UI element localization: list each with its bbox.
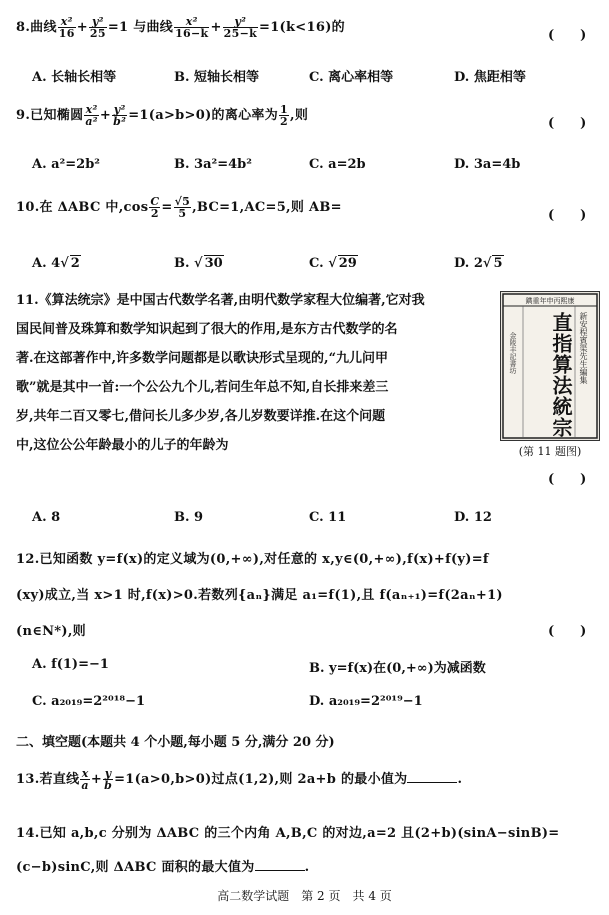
q8-prefix: 8.曲线 xyxy=(16,20,57,35)
answer-blank[interactable] xyxy=(407,782,457,783)
q9-f2-den: b² xyxy=(113,115,127,128)
q12-option-b: B. y=f(x)在(0,+∞)为减函数 xyxy=(309,661,486,676)
q13-f1-num: x xyxy=(81,767,89,780)
q13-f2-num: y xyxy=(104,767,112,780)
q13-plus: + xyxy=(90,772,103,787)
q11-line-6: 中,这位公公年龄最小的儿子的年龄为 xyxy=(16,438,229,453)
q8-plus-1: + xyxy=(76,20,88,35)
q9-fraction-1 xyxy=(84,104,99,127)
answer-bracket: ( ) xyxy=(548,208,587,223)
question-8-stem xyxy=(16,16,345,39)
q8-fraction-2 xyxy=(89,16,107,39)
q8-fraction-3 xyxy=(174,16,209,39)
sqrt-icon: √ xyxy=(194,256,203,271)
q10-a-radicand: 2 xyxy=(70,256,80,271)
q10-f1-den: 2 xyxy=(150,207,159,220)
q10-d-label: D. 2 xyxy=(454,256,483,271)
q10-c-label: C. xyxy=(309,256,324,271)
q10-option-d xyxy=(454,256,504,271)
figure-caption: (第 11 题图) xyxy=(518,445,582,458)
q12-line-2: (xy)成立,当 x>1 时,f(x)>0.若数列{aₙ}满足 a₁=f(1),且 f(aₙ₊₁)=f(2aₙ+1) xyxy=(16,588,503,603)
q8-option-b: B. 短轴长相等 xyxy=(174,70,260,85)
q9-option-b: B. 3a²=4b² xyxy=(174,157,252,172)
q9-mid: =1(a>b>0)的离心率为 xyxy=(128,108,279,123)
q9-option-a: A. a²=2b² xyxy=(32,157,100,172)
sqrt-icon: √ xyxy=(482,256,492,271)
book-title: 直指算法統宗 xyxy=(549,312,573,438)
q9-plus: + xyxy=(99,108,112,123)
q14-line-1: 14.已知 a,b,c 分别为 ΔABC 的三个内角 A,B,C 的对边,a=2 且(2+b)(sinA−sinB)= xyxy=(16,826,560,841)
q9-option-c: C. a=2b xyxy=(309,157,366,172)
q14-line-2 xyxy=(16,856,309,875)
q9-f1-den: a² xyxy=(85,115,98,128)
q10-suffix: ,BC=1,AC=5,则 AB= xyxy=(192,200,342,215)
q8-fraction-4 xyxy=(223,16,258,39)
q11-line-3: 著.在这部著作中,许多数学问题都是以歌诀形式呈现的,“九儿问甲 xyxy=(16,351,389,366)
question-11-stem xyxy=(16,286,494,460)
book-cover-image xyxy=(500,291,600,441)
q10-option-a xyxy=(32,256,81,271)
section-heading: 二、填空题(本题共 4 个小题,每小题 5 分,满分 20 分) xyxy=(16,735,335,750)
q10-f2-den: 5 xyxy=(178,207,187,220)
q11-line-1: 11.《算法统宗》是中国古代数学名著,由明代数学家程大位编著,它对我 xyxy=(16,293,425,308)
q8-plus-2: + xyxy=(210,20,222,35)
book-right-text: 新安程賓渠先生編集 xyxy=(579,312,588,384)
q8-fraction-1 xyxy=(58,16,76,39)
question-10-stem xyxy=(16,196,342,219)
q10-b-radicand: 30 xyxy=(204,256,223,271)
answer-bracket: ( ) xyxy=(548,116,587,131)
q11-line-2: 国民间普及珠算和数学知识起到了很大的作用,是东方古代数学的名 xyxy=(16,322,398,337)
q10-c-radicand: 29 xyxy=(338,256,357,271)
q8-f4-den: 25−k xyxy=(223,27,258,40)
q10-option-b xyxy=(174,256,224,271)
q13-f2-den: b xyxy=(104,779,113,792)
q9-fraction-2 xyxy=(112,104,127,127)
q13-prefix: 13.若直线 xyxy=(16,772,80,787)
q13-end: . xyxy=(457,772,463,787)
answer-bracket: ( ) xyxy=(548,624,587,639)
q12-option-a: A. f(1)=−1 xyxy=(32,657,109,672)
sqrt-icon: √ xyxy=(328,256,337,271)
q10-fraction-2 xyxy=(174,196,191,219)
q8-f2-den: 25 xyxy=(89,27,106,40)
q8-option-d: D. 焦距相等 xyxy=(454,70,526,85)
page-footer: 高二数学试题 第 2 页 共 4 页 xyxy=(217,889,392,903)
q9-option-d: D. 3a=4b xyxy=(454,157,521,172)
q10-prefix: 10.在 ΔABC 中,cos xyxy=(16,200,149,215)
q9-f3-num: 1 xyxy=(280,103,288,116)
q10-d-radicand: 5 xyxy=(493,256,503,271)
q13-suffix: =1(a>0,b>0)过点(1,2),则 2a+b 的最小值为 xyxy=(114,772,408,787)
q12-line-3: (n∈N*),则 xyxy=(16,624,86,639)
q9-fraction-3 xyxy=(279,104,289,127)
q12-option-c: C. a₂₀₁₉=2²⁰¹⁸−1 xyxy=(32,694,146,709)
q12-line-1: 12.已知函数 y=f(x)的定义域为(0,+∞),对任意的 x,y∈(0,+∞),f(x)+f(y)=f xyxy=(16,552,489,567)
q9-f2-num: y² xyxy=(113,103,126,116)
q9-prefix: 9.已知椭圆 xyxy=(16,108,84,123)
question-9-stem xyxy=(16,104,308,127)
sqrt-icon: √ xyxy=(60,256,69,271)
q9-f1-num: x² xyxy=(85,103,98,116)
q8-f4-num: y² xyxy=(223,16,258,28)
q10-f2-num: √5 xyxy=(174,195,191,208)
q13-fraction-1 xyxy=(80,768,89,791)
q11-line-4: 歌”就是其中一首:一个公公九个儿,若问生年总不知,自长排来差三 xyxy=(16,380,389,395)
answer-bracket: ( ) xyxy=(548,28,587,43)
q9-suffix: ,则 xyxy=(290,108,309,123)
q10-fraction-1 xyxy=(149,196,160,219)
q8-f1-num: x² xyxy=(58,16,76,28)
q8-f2-num: y² xyxy=(89,16,107,28)
book-top-text: 鐫重年申丙熙康 xyxy=(525,297,575,305)
q13-fraction-2 xyxy=(103,768,113,791)
q8-mid: =1 与曲线 xyxy=(107,20,174,35)
q13-f1-den: a xyxy=(81,779,89,792)
q9-f3-den: 2 xyxy=(280,115,288,128)
q11-option-b: B. 9 xyxy=(174,510,204,525)
q8-suffix: =1(k<16)的 xyxy=(259,20,345,35)
q8-option-a: A. 长轴长相等 xyxy=(32,70,117,85)
q12-option-d: D. a₂₀₁₉=2²⁰¹⁹−1 xyxy=(309,694,423,709)
q10-a-label: A. 4 xyxy=(32,256,61,271)
book-left-text: 金陵丰記書坊 xyxy=(509,332,517,374)
question-13 xyxy=(16,768,462,791)
q8-f1-den: 16 xyxy=(58,27,75,40)
q8-option-c: C. 离心率相等 xyxy=(309,70,394,85)
q10-b-label: B. xyxy=(174,256,190,271)
q11-option-c: C. 11 xyxy=(309,510,347,525)
q14-line-2-text: (c−b)sinC,则 ΔABC 面积的最大值为 xyxy=(16,860,255,875)
q11-line-5: 岁,共年二百又零七,借问长儿多少岁,各儿岁数要详推.在这个问题 xyxy=(16,409,386,424)
answer-blank[interactable] xyxy=(255,870,305,871)
q14-end: . xyxy=(304,860,310,875)
q8-f3-den: 16−k xyxy=(175,27,209,40)
answer-bracket: ( ) xyxy=(548,472,587,487)
q8-f3-num: x² xyxy=(174,16,209,28)
q10-eq: = xyxy=(161,200,173,215)
q11-option-d: D. 12 xyxy=(454,510,492,525)
q10-f1-num: C xyxy=(150,195,160,208)
q10-option-c xyxy=(309,256,358,271)
q11-option-a: A. 8 xyxy=(32,510,61,525)
